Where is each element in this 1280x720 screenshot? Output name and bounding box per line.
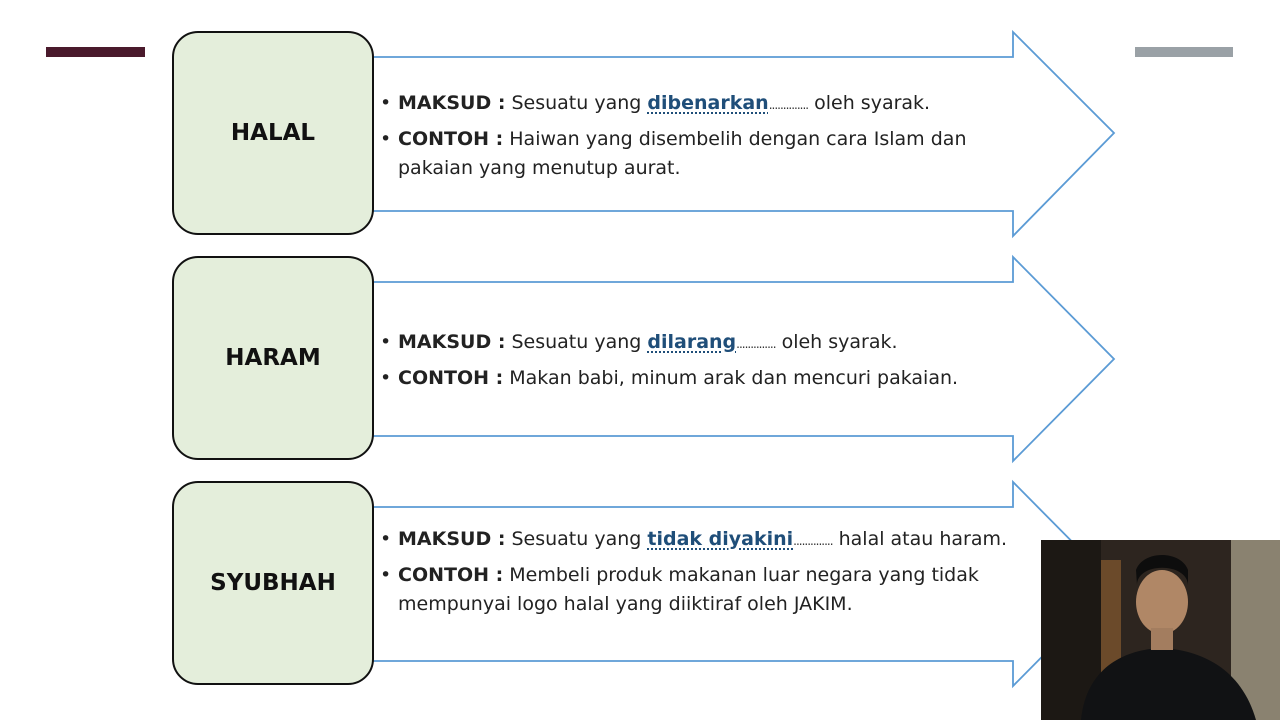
maksud-text-after: halal atau haram. — [832, 528, 1008, 550]
maksud-label: MAKSUD : — [398, 528, 506, 550]
webcam-overlay — [1041, 540, 1280, 720]
term-label: HALAL — [230, 120, 316, 146]
maksud-label: MAKSUD : — [398, 92, 506, 114]
dotted-blank: .............. — [736, 337, 776, 351]
fill-in-answer: tidak diyakini — [647, 528, 794, 550]
maksud-line — [378, 525, 1028, 556]
bullet: • — [380, 128, 392, 150]
contoh-label: CONTOH : — [398, 128, 504, 150]
contoh-label: CONTOH : — [398, 564, 504, 586]
contoh-line — [378, 125, 1038, 183]
bullet: • — [380, 367, 392, 389]
dotted-blank: .............. — [768, 98, 809, 112]
content-halal — [378, 89, 1038, 183]
contoh-label: CONTOH : — [398, 367, 504, 389]
presenter-video-icon — [1041, 540, 1280, 720]
term-label: SYUBHAH — [210, 570, 336, 596]
term-box-haram — [172, 256, 374, 460]
maksud-text-after: oleh syarak. — [775, 331, 898, 353]
content-haram — [378, 328, 1038, 393]
content-syubhah — [378, 525, 1028, 619]
fill-in-answer: dilarang — [647, 331, 737, 353]
contoh-line — [378, 364, 1038, 393]
bullet: • — [380, 528, 392, 550]
dotted-blank: .............. — [793, 534, 833, 548]
maksud-label: MAKSUD : — [398, 331, 506, 353]
maksud-text-before: Sesuatu yang — [505, 92, 648, 114]
term-box-syubhah — [172, 481, 374, 685]
maksud-line — [378, 328, 1038, 359]
maksud-text-after: oleh syarak. — [808, 92, 931, 114]
maksud-text-before: Sesuatu yang — [505, 331, 648, 353]
contoh-text: Haiwan yang disembelih dengan cara Islam dan pakaian yang menutup aurat. — [398, 128, 967, 179]
term-box-halal — [172, 31, 374, 235]
fill-in-answer: dibenarkan — [647, 92, 769, 114]
contoh-line — [378, 561, 1028, 619]
term-label: HARAM — [225, 345, 321, 371]
contoh-text: Makan babi, minum arak dan mencuri pakaian. — [503, 367, 959, 389]
maksud-text-before: Sesuatu yang — [505, 528, 648, 550]
bullet: • — [380, 92, 392, 114]
maksud-line — [378, 89, 1038, 120]
contoh-text: Membeli produk makanan luar negara yang tidak mempunyai logo halal yang diiktiraf oleh JAKIM. — [398, 564, 979, 615]
bullet: • — [380, 331, 392, 353]
bullet: • — [380, 564, 392, 586]
